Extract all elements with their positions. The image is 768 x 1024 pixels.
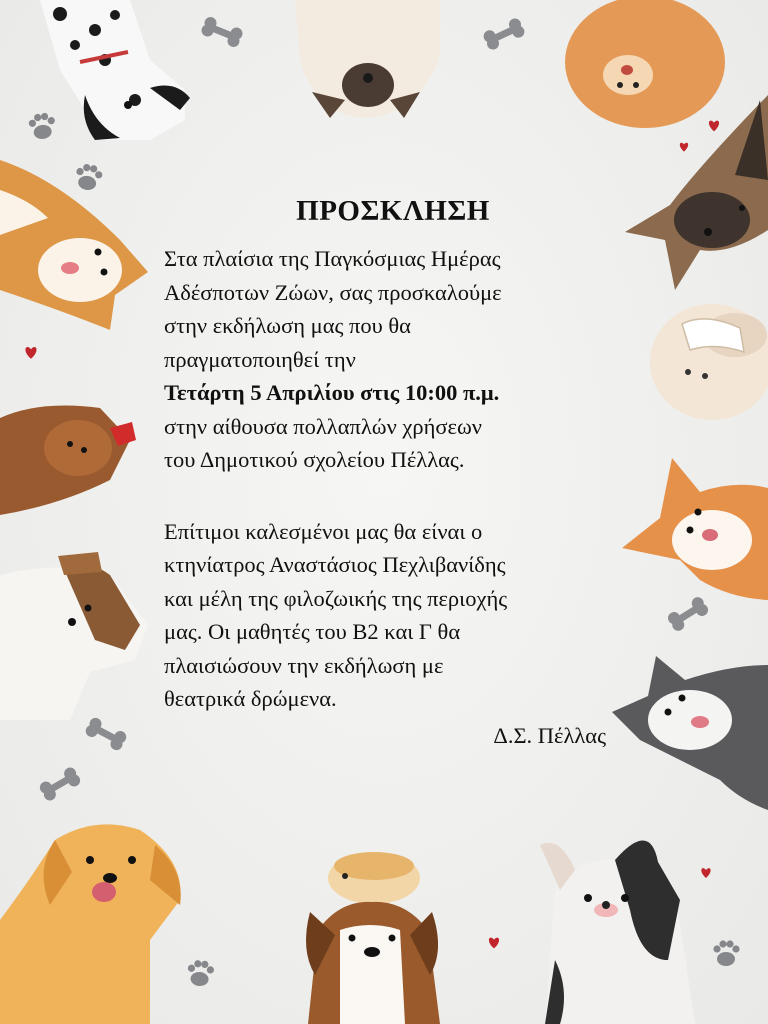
paw-icon [713, 940, 739, 966]
beagle-icon [306, 902, 440, 1024]
jack-russell-icon [0, 552, 148, 720]
corgi-icon [0, 160, 148, 330]
siamese-cat-icon [295, 0, 440, 118]
text-line: κτηνίατρος Αναστάσιος Πεχλιβανίδης [164, 552, 506, 577]
golden-retriever-icon [0, 824, 181, 1024]
text-line: Αδέσποτων Ζώων, σας προσκαλούμε [164, 279, 502, 305]
heart-icon [709, 121, 719, 132]
paw-icon [186, 959, 214, 987]
shiba-icon [622, 458, 768, 600]
invitation-paragraph-2 [164, 515, 614, 716]
invitation-text [164, 195, 614, 752]
text-line: Στα πλαίσια της Παγκόσμιας Ημέρας [164, 246, 501, 271]
signature: Δ.Σ. Πέλλας [493, 722, 606, 748]
dalmatian-icon [40, 0, 190, 140]
hamster-icon [328, 852, 420, 904]
bone-icon [666, 595, 711, 633]
invitation-paragraph-1 [164, 242, 614, 477]
bone-icon [38, 765, 83, 802]
paw-icon [28, 112, 58, 141]
bone-icon [84, 716, 129, 752]
text-line: του Δημοτικού σχολείου Πέλλας. [164, 447, 465, 472]
heart-icon [489, 938, 499, 949]
invitation-title: ΠΡΟΣΚΛΗΣΗ [296, 195, 490, 227]
heart-icon [25, 347, 36, 359]
text-line: Επίτιμοι καλεσμένοι μας θα είναι ο [164, 518, 483, 544]
heart-icon [680, 143, 688, 152]
text-line: και μέλη της φιλοζωικής της περιοχής [164, 585, 508, 611]
heart-icon [701, 868, 710, 878]
text-line: θεατρικά δρώμενα. [164, 686, 337, 711]
text-line: πλαισιώσουν την εκδήλωση με [164, 652, 444, 678]
text-line: στην αίθουσα πολλαπλών χρήσεων [164, 413, 482, 439]
paw-icon [74, 162, 104, 192]
bone-icon [200, 15, 245, 49]
text-line: πραγματοποιηθεί την [164, 346, 356, 372]
text-line: στην εκδήλωση μας που θα [164, 313, 411, 338]
yorkshire-icon [0, 406, 136, 515]
french-bulldog-icon [540, 840, 695, 1024]
event-date: Τετάρτη 5 Απριλίου στις 10:00 π.μ. [164, 380, 500, 405]
persian-cat-icon [650, 304, 768, 420]
bone-icon [482, 16, 527, 51]
husky-icon [612, 656, 768, 810]
pomeranian-icon [565, 0, 725, 128]
text-line: μας. Οι μαθητές του Β2 και Γ θα [164, 619, 461, 644]
